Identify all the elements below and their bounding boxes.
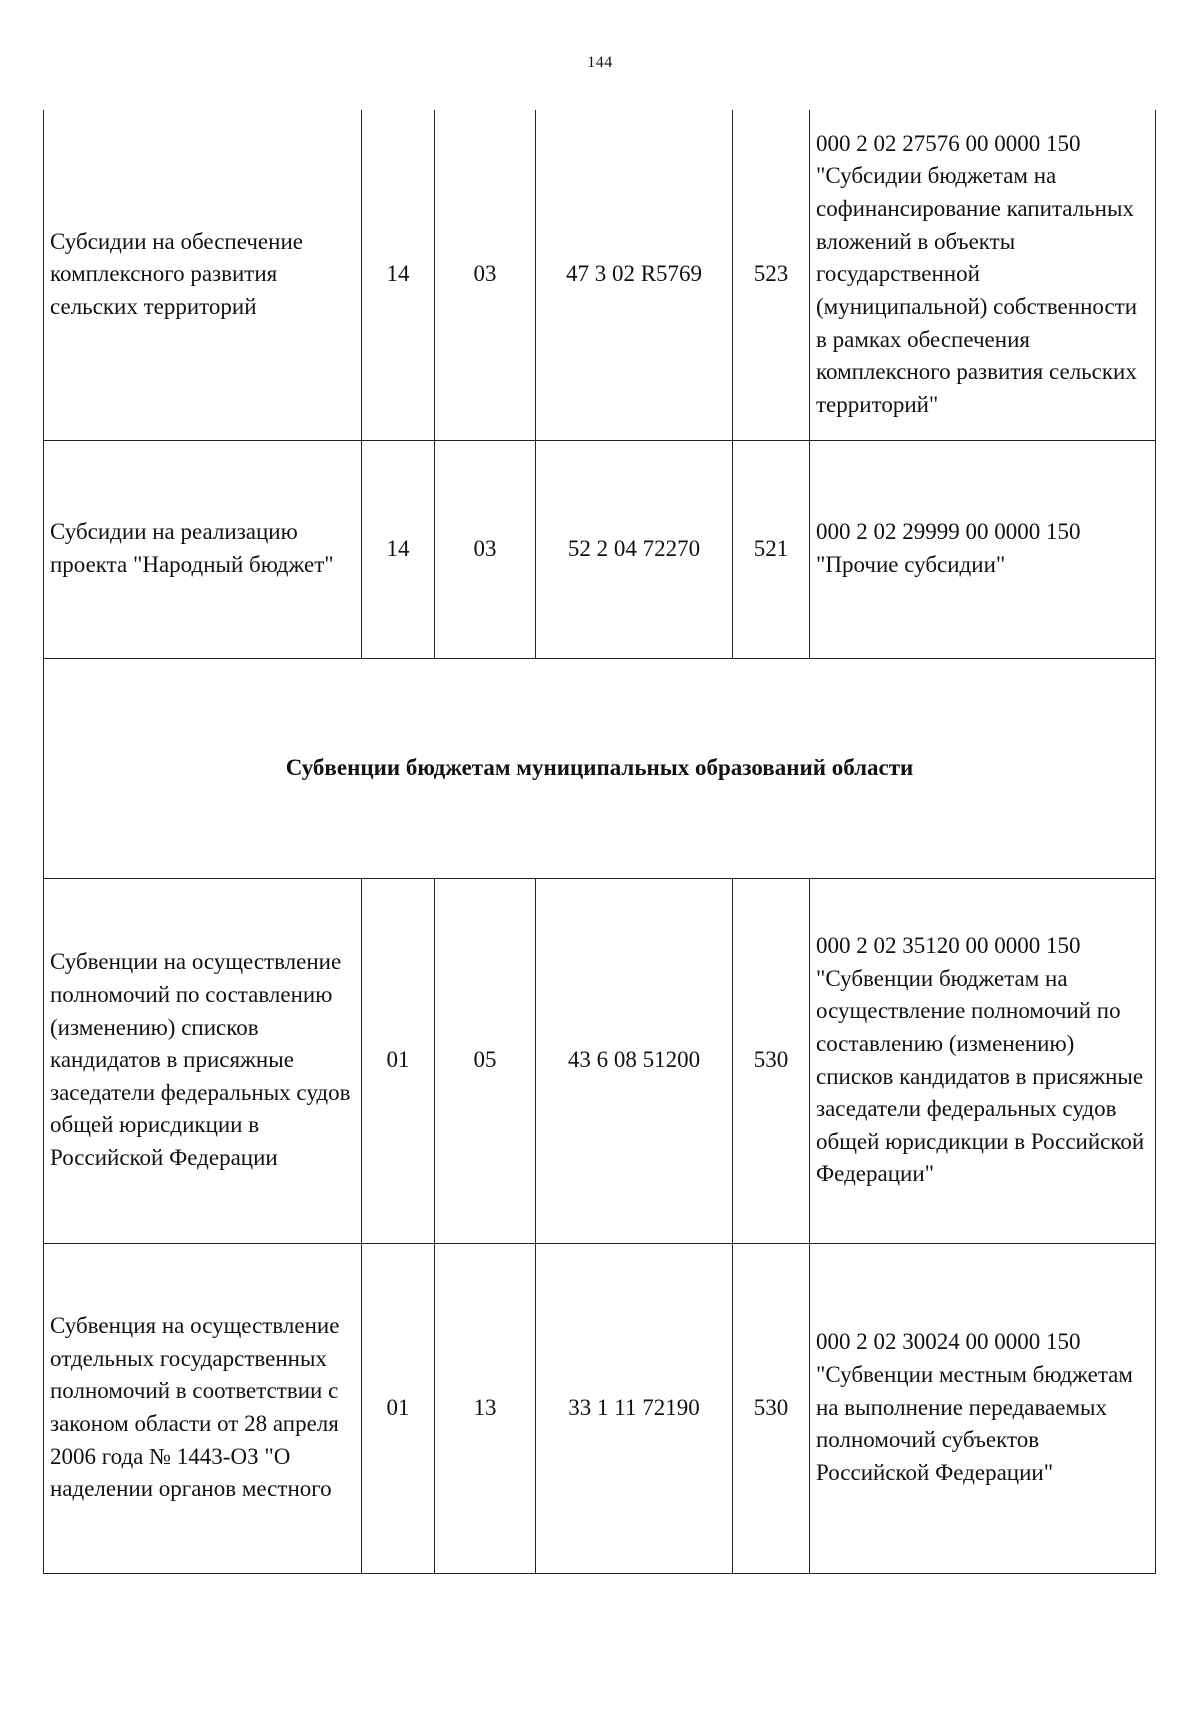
row-revenue-code: 000 2 02 29999 00 0000 150 "Прочие субсидии" bbox=[810, 440, 1156, 658]
row-target-article: 33 1 11 72190 bbox=[536, 1243, 733, 1573]
row-target-article: 43 6 08 51200 bbox=[536, 878, 733, 1243]
table-row bbox=[44, 440, 1156, 658]
row-revenue-code: 000 2 02 35120 00 0000 150 "Субвенции бюджетам на осуществление полномочий по составлению (изменению) списков кандидатов в присяжные заседатели федеральных судов общей юрисдикции в Российской Федерации" bbox=[810, 878, 1156, 1243]
row-section: 14 bbox=[362, 440, 435, 658]
table-row bbox=[44, 878, 1156, 1243]
row-name: Субвенции на осуществление полномочий по составлению (изменению) списков кандидатов в присяжные заседатели федеральных судов общей юрисдикции в Российской Федерации bbox=[44, 878, 362, 1243]
row-expense-type: 530 bbox=[733, 1243, 810, 1573]
row-expense-type: 523 bbox=[733, 110, 810, 440]
row-target-article: 47 3 02 R5769 bbox=[536, 110, 733, 440]
row-name: Субсидии на реализацию проекта "Народный бюджет" bbox=[44, 440, 362, 658]
page-number: 144 bbox=[587, 54, 613, 71]
row-name: Субсидии на обеспечение комплексного развития сельских территорий bbox=[44, 110, 362, 440]
row-expense-type: 530 bbox=[733, 878, 810, 1243]
row-subsection: 03 bbox=[435, 110, 536, 440]
row-subsection: 13 bbox=[435, 1243, 536, 1573]
table-row bbox=[44, 1243, 1156, 1573]
row-target-article: 52 2 04 72270 bbox=[536, 440, 733, 658]
row-section: 14 bbox=[362, 110, 435, 440]
row-revenue-code: 000 2 02 30024 00 0000 150 "Субвенции местным бюджетам на выполнение передаваемых полномочий субъектов Российской Федерации" bbox=[810, 1243, 1156, 1573]
row-section: 01 bbox=[362, 1243, 435, 1573]
row-section: 01 bbox=[362, 878, 435, 1243]
row-expense-type: 521 bbox=[733, 440, 810, 658]
table-row bbox=[44, 110, 1156, 440]
row-revenue-code: 000 2 02 27576 00 0000 150 "Субсидии бюджетам на софинансирование капитальных вложений в объекты государственной (муниципальной) собственности в рамках обеспечения комплексного развития сельских территорий" bbox=[810, 110, 1156, 440]
row-name: Субвенция на осуществление отдельных государственных полномочий в соответствии с законом области от 28 апреля 2006 года № 1443-ОЗ "О наделении органов местного bbox=[44, 1243, 362, 1573]
section-heading: Субвенции бюджетам муниципальных образований области bbox=[44, 658, 1156, 878]
row-subsection: 03 bbox=[435, 440, 536, 658]
row-subsection: 05 bbox=[435, 878, 536, 1243]
budget-table bbox=[43, 110, 1156, 1574]
section-heading-row bbox=[44, 658, 1156, 878]
